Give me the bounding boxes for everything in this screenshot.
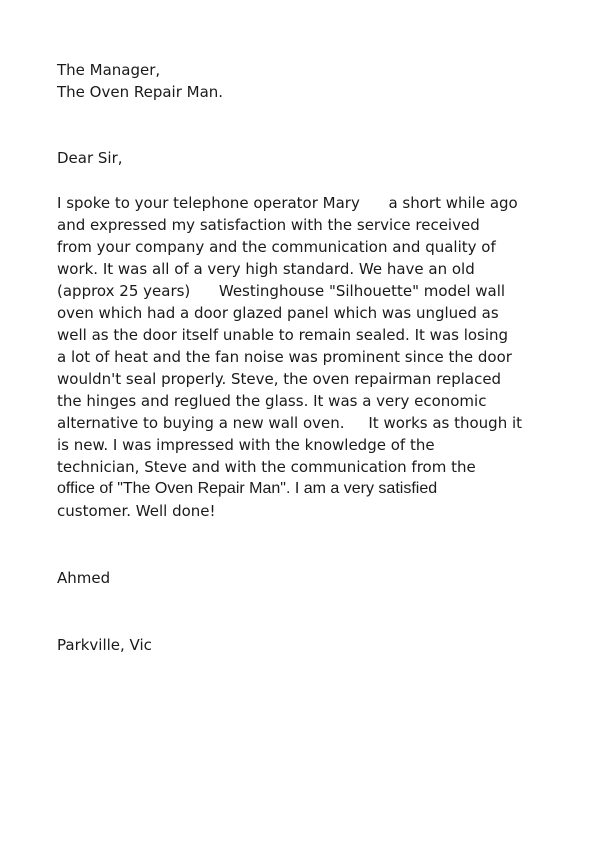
body-line: a lot of heat and the fan noise was prominent since the door <box>57 348 512 366</box>
body-line: the hinges and reglued the glass. It was a very economic <box>57 392 487 410</box>
body-line: is new. I was impressed with the knowledge of the <box>57 436 435 454</box>
addressee-line-2: The Oven Repair Man. <box>57 83 224 101</box>
body-line: office of "The Oven Repair Man". I am a very satisfied <box>57 480 438 497</box>
location: Parkville, Vic <box>57 636 152 654</box>
body-line: (approx 25 years) Westinghouse "Silhouette" model wall <box>57 282 506 300</box>
body-line: wouldn't seal properly. Steve, the oven repairman replaced <box>57 370 502 388</box>
addressee-line-1: The Manager, <box>57 61 161 79</box>
signature: Ahmed <box>57 569 111 587</box>
body-line: and expressed my satisfaction with the service received <box>57 216 480 234</box>
body-line: I spoke to your telephone operator Mary a short while ago <box>57 194 518 212</box>
body-line: work. It was all of a very high standard. We have an old <box>57 260 475 278</box>
body-line: oven which had a door glazed panel which was unglued as <box>57 304 499 322</box>
body-line: well as the door itself unable to remain sealed. It was losing <box>57 326 509 344</box>
salutation: Dear Sir, <box>57 149 123 167</box>
body-line: alternative to buying a new wall oven. It works as though it <box>57 414 523 432</box>
body-line: customer. Well done! <box>57 502 216 520</box>
body-line: technician, Steve and with the communication from the <box>57 458 476 476</box>
body-line: from your company and the communication and quality of <box>57 238 496 256</box>
